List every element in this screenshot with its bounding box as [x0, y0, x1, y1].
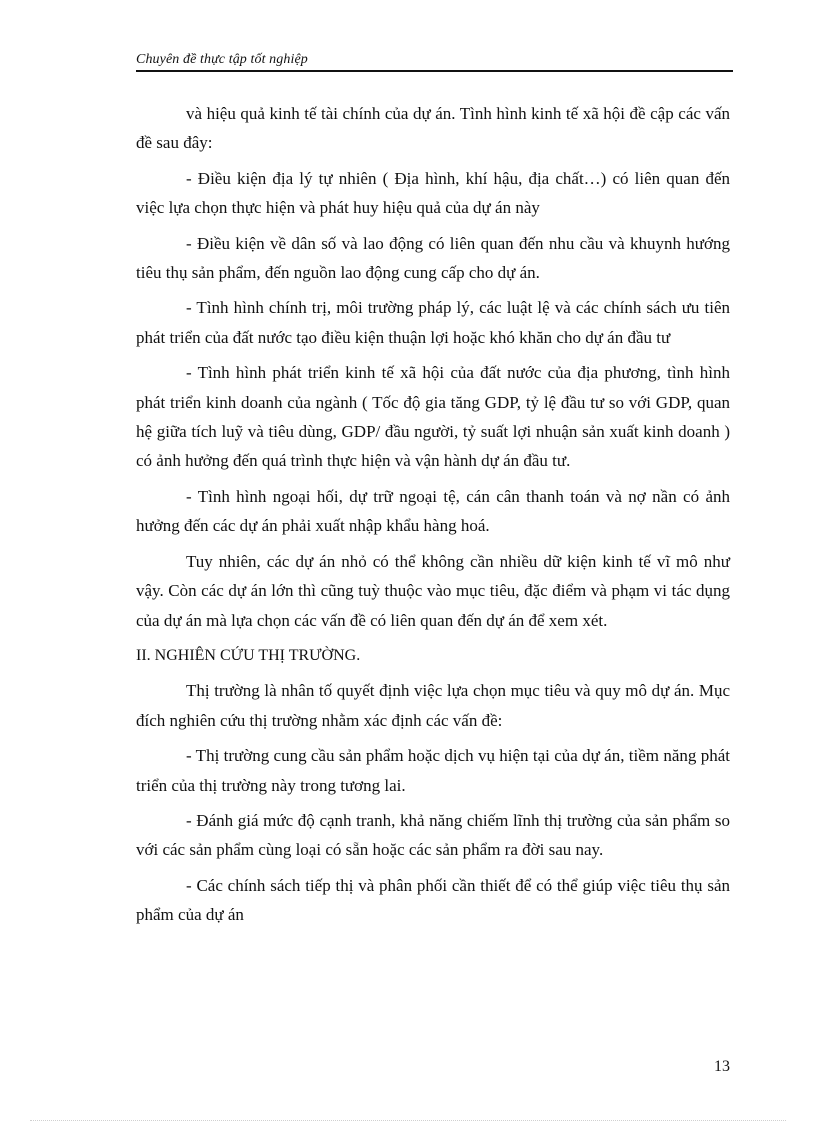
body-text	[136, 99, 730, 936]
page-header	[136, 50, 733, 72]
paragraph-6: - Tình hình ngoại hối, dự trữ ngoại tệ, cán cân thanh toán và nợ nần có ảnh hưởng đến các dự án phải xuất nhập khẩu hàng hoá.	[136, 486, 730, 536]
section-paragraph-3: - Đánh giá mức độ cạnh tranh, khả năng chiếm lĩnh thị trường của sản phẩm so với các sản phẩm cùng loại có sẵn hoặc các sản phẩm ra đời sau nay.	[136, 810, 730, 860]
section-paragraph-4: - Các chính sách tiếp thị và phân phối cần thiết để có thể giúp việc tiêu thụ sản phẩm của dự án	[136, 875, 730, 925]
paragraph-7: Tuy nhiên, các dự án nhỏ có thể không cần nhiều dữ kiện kinh tế vĩ mô như vậy. Còn các dự án lớn thì cũng tuỳ thuộc vào mục tiêu, đặc điểm và phạm vi tác dụng của dự án mà lựa chọn các vấn đề có liên quan đến dự án để xem xét.	[136, 551, 730, 630]
paragraph-2: - Điều kiện địa lý tự nhiên ( Địa hình, khí hậu, địa chất…) có liên quan đến việc lựa chọn thực hiện và phát huy hiệu quả của dự án này	[136, 168, 730, 218]
paragraph-3: - Điều kiện về dân số và lao động có liên quan đến nhu cầu và khuynh hướng tiêu thụ sản phẩm, đến nguồn lao động cung cấp cho dự án.	[136, 233, 730, 283]
paragraph-4: - Tình hình chính trị, môi trường pháp lý, các luật lệ và các chính sách ưu tiên phát triển của đất nước tạo điều kiện thuận lợi hoặc khó khăn cho dự án đầu tư	[136, 298, 730, 347]
page-bottom-divider	[30, 1120, 786, 1121]
section-paragraph-1: Thị trường là nhân tố quyết định việc lựa chọn mục tiêu và quy mô dự án. Mục đích nghiên cứu thị trường nhằm xác định các vấn đề:	[136, 681, 730, 730]
section-heading: II. NGHIÊN CỨU THỊ TRƯỜNG.	[136, 646, 361, 664]
paragraph-5: - Tình hình phát triển kinh tế xã hội của đất nước của địa phương, tình hình phát triển kinh doanh của ngành ( Tốc độ gia tăng GDP, tỷ lệ đầu tư so với GDP, quan hệ giữa tích luỹ và tiêu dùng, GDP/ đầu người, tỷ suất lợi nhuận sản xuất kinh doanh ) có ảnh hưởng đến quá trình thực hiện và vận hành dự án đầu tư.	[136, 363, 730, 471]
page-number: 13	[714, 1058, 730, 1075]
paragraph-1: và hiệu quả kinh tế tài chính của dự án. Tình hình kinh tế xã hội đề cập các vấn đề sau đây:	[136, 104, 730, 153]
header-title: Chuyên đề thực tập tốt nghiệp	[136, 52, 308, 67]
section-paragraph-2: - Thị trường cung cầu sản phẩm hoặc dịch vụ hiện tại của dự án, tiềm năng phát triển của thị trường này trong tương lai.	[136, 746, 730, 795]
